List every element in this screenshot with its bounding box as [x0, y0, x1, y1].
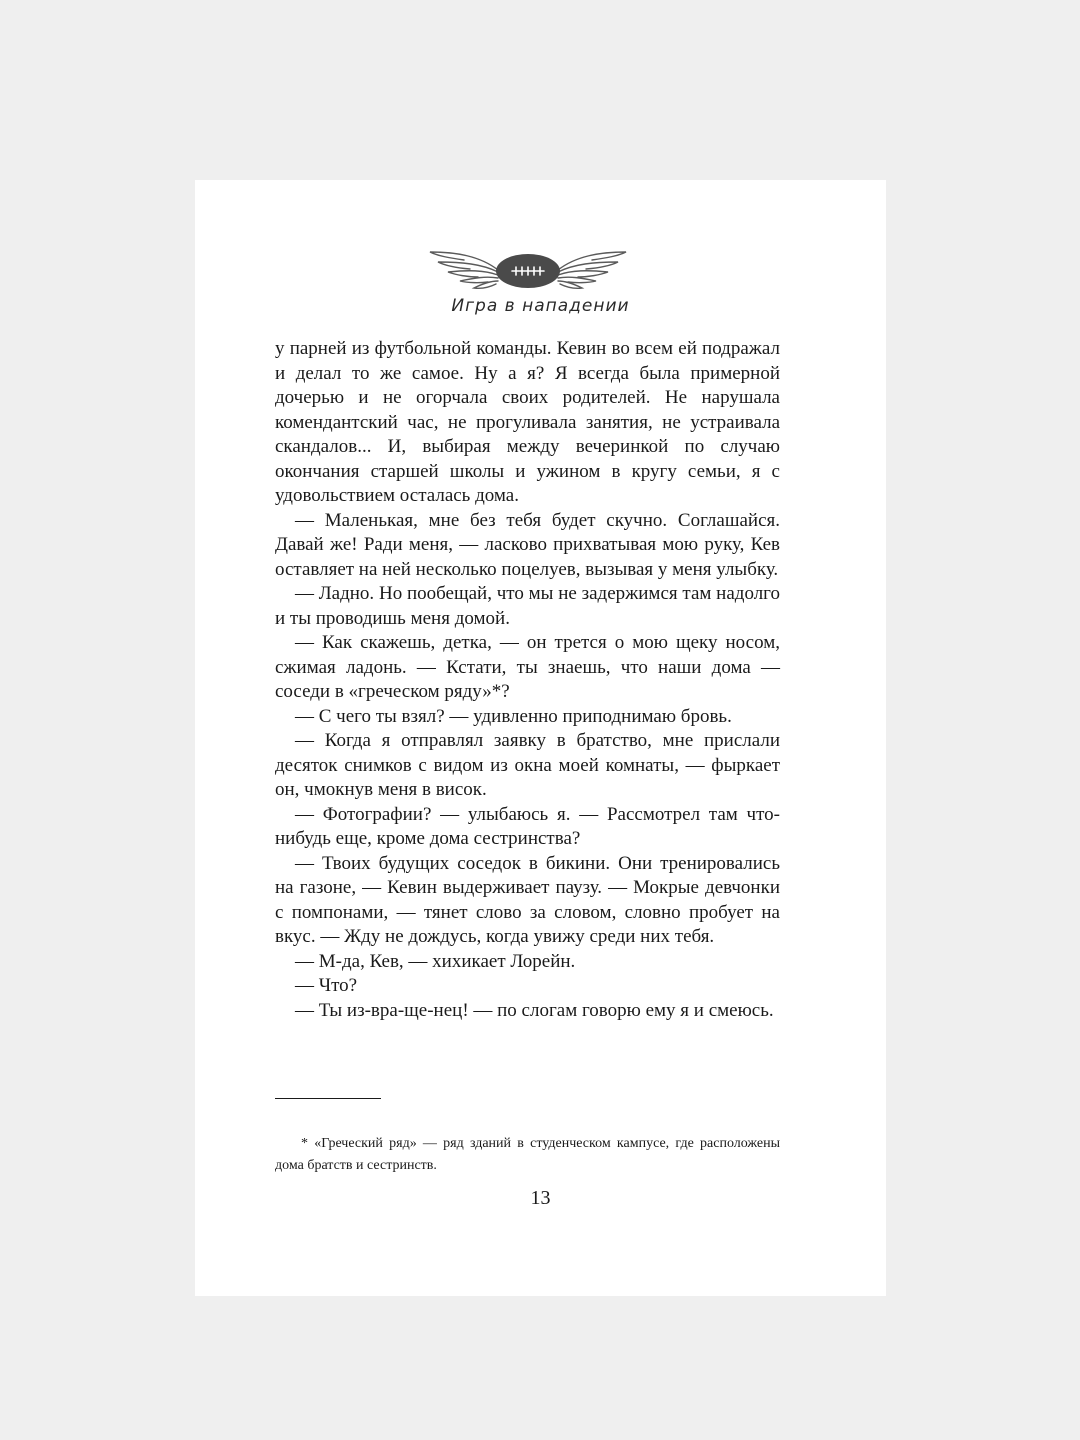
paragraph: — Фотографии? — улыбаюсь я. — Рассмотрел там что-нибудь еще, кроме дома сестринства? — [275, 803, 780, 849]
paragraph: — М-да, Кев, — хихикает Лорейн. — [295, 950, 576, 972]
body-text — [275, 337, 780, 1023]
paragraph: — Маленькая, мне без тебя будет скучно. Соглашайся. Давай же! Ради меня, — ласково прихватывая мою руку, Кев оставляет на ней несколько поцелуев, вызывая у меня улыбку. — [275, 509, 780, 580]
running-title: Игра в нападении — [451, 296, 630, 316]
winged-football-icon — [428, 248, 628, 292]
paragraph: — Ладно. Но пообещай, что мы не задержимся там надолго и ты проводишь меня домой. — [275, 583, 780, 629]
footnote-divider — [275, 1098, 381, 1099]
page-number: 13 — [530, 1187, 551, 1209]
paragraph: — Как скажешь, детка, — он трется о мою щеку носом, сжимая ладонь. — Кстати, ты знаешь, что наши дома — соседи в «греческом ряду»*? — [275, 632, 780, 702]
paragraph: — Ты из-вра-ще-нец! — по слогам говорю ему я и смеюсь. — [295, 999, 774, 1021]
paragraph: у парней из футбольной команды. Кевин во всем ей подражал и делал то же самое. Ну а я? Я всегда была примерной дочерью и не огорчала своих родителей. Не нарушала комендантский час, не прогуливала занятия, не устраивала скандалов... И, выбирая между вечеринкой по случаю окончания старшей школы и ужином в кругу семьи, я с удовольствием осталась дома. — [275, 338, 780, 506]
paragraph: — Когда я отправлял заявку в братство, мне прислали десяток снимков с видом из окна моей комнаты, — фыркает он, чмокнув меня в висок. — [275, 730, 780, 800]
paragraph: — Твоих будущих соседок в бикини. Они тренировались на газоне, — Кевин выдерживает паузу. — Мокрые девчонки с помпонами, — тянет слово за словом, словно пробует на вкус. — Жду не дождусь, когда увижу среди них тебя. — [275, 852, 780, 947]
book-page — [195, 180, 886, 1296]
paragraph: — Что? — [295, 975, 358, 996]
paragraph: — С чего ты взял? — удивленно приподнимаю бровь. — [295, 705, 732, 727]
footnote: * «Греческий ряд» — ряд зданий в студенческом кампусе, где расположены дома братств и сестринств. — [275, 1136, 780, 1173]
